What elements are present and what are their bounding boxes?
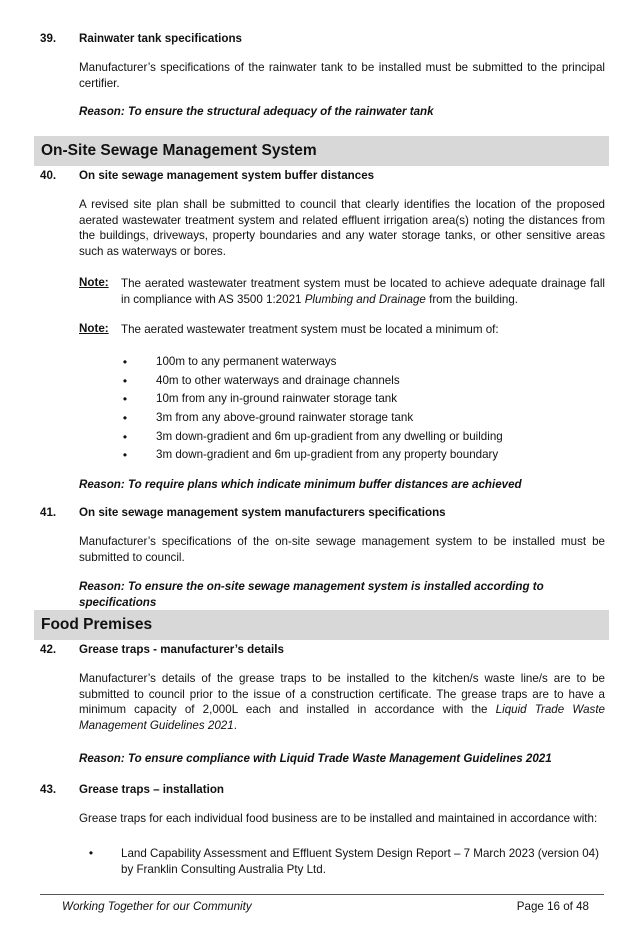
condition-42-body: [79, 671, 605, 733]
condition-41-reason: Reason: To ensure the on-site sewage management system is installed according to specifications: [79, 580, 544, 609]
condition-43-body: Grease traps for each individual food business are to be installed and maintained in accordance with:: [79, 812, 598, 825]
bullet-icon: •: [122, 355, 128, 369]
bullet-icon: •: [122, 392, 128, 406]
condition-43-number: 43.: [40, 783, 57, 796]
note-2-text: The aerated wastewater treatment system must be located a minimum of:: [121, 323, 499, 336]
section-header-onsite-sewage: [34, 136, 609, 166]
condition-40-number: 40.: [40, 169, 57, 182]
section-header-food-premises: [34, 610, 609, 640]
bullet-icon: •: [122, 430, 128, 444]
section-title: On-Site Sewage Management System: [41, 142, 317, 159]
note-1-text: [121, 276, 605, 307]
condition-39-heading: Rainwater tank specifications: [79, 32, 243, 45]
footer-tagline: Working Together for our Community: [62, 900, 252, 913]
bullet-icon: •: [122, 411, 128, 425]
list-item: 40m to other waterways and drainage channels: [156, 374, 400, 387]
condition-39-body: Manufacturer’s specifications of the rainwater tank to be installed must be submitted to the principal certifier.: [79, 61, 605, 90]
condition-40-body: A revised site plan shall be submitted to council that clearly identifies the location of the proposed aerated wastewater treatment system and related effluent irrigation area(s) noting the distances from the buildings, driveways, property boundaries and any water storage tanks, or other sensitive areas such as waterways or bores.: [79, 198, 605, 258]
bullet-icon: •: [88, 846, 94, 860]
page-number: Page 16 of 48: [516, 900, 589, 913]
note-1-text-part: The aerated wastewater treatment system must be located to achieve adequate drainage fall in compliance with AS 3500 1:2021: [121, 277, 605, 306]
guideline-title: Liquid Trade Waste Management Guidelines 2021: [79, 703, 605, 732]
condition-41-body: Manufacturer’s specifications of the on-site sewage management system to be installed must be submitted to council.: [79, 535, 605, 564]
bullet-icon: •: [122, 448, 128, 462]
list-item: Land Capability Assessment and Effluent System Design Report – 7 March 2023 (version 04) by Franklin Consulting Australia Pty Ltd.: [121, 847, 599, 876]
condition-41-number: 41.: [40, 506, 57, 519]
note-label: Note:: [79, 276, 109, 289]
condition-39-number: 39.: [40, 32, 57, 45]
note-1-italic-title: Plumbing and Drainage: [304, 292, 426, 306]
condition-42-reason: Reason: To ensure compliance with Liquid Trade Waste Management Guidelines 2021: [79, 752, 552, 765]
condition-39-reason: Reason: To ensure the structural adequacy of the rainwater tank: [79, 105, 434, 118]
list-item: 100m to any permanent waterways: [156, 355, 337, 368]
condition-43-heading: Grease traps – installation: [79, 783, 224, 796]
note-label: Note:: [79, 322, 109, 335]
condition-42-heading: Grease traps - manufacturer’s details: [79, 643, 284, 656]
condition-42-body-part: Manufacturer’s details of the grease traps to be installed to the kitchen/s waste line/s are to be submitted to council prior to the issue of a construction certificate. The grease traps are to have a minimum capacity of 2,000L each and installed in accordance with the: [79, 672, 605, 716]
bullet-icon: •: [122, 374, 128, 388]
condition-42-number: 42.: [40, 643, 57, 656]
list-item: 3m down-gradient and 6m up-gradient from any property boundary: [156, 448, 499, 461]
list-item: 3m from any above-ground rainwater storage tank: [156, 411, 414, 424]
footer-divider: [40, 894, 604, 895]
condition-40-reason: Reason: To require plans which indicate minimum buffer distances are achieved: [79, 478, 522, 491]
note-1-text-part: from the building.: [425, 292, 519, 306]
section-title: Food Premises: [41, 616, 153, 633]
condition-42-body-part: .: [233, 718, 237, 732]
list-item: 10m from any in-ground rainwater storage tank: [156, 392, 398, 405]
condition-41-heading: On site sewage management system manufacturers specifications: [79, 506, 446, 519]
condition-40-heading: On site sewage management system buffer distances: [79, 169, 375, 182]
list-item: 3m down-gradient and 6m up-gradient from any dwelling or building: [156, 430, 503, 443]
